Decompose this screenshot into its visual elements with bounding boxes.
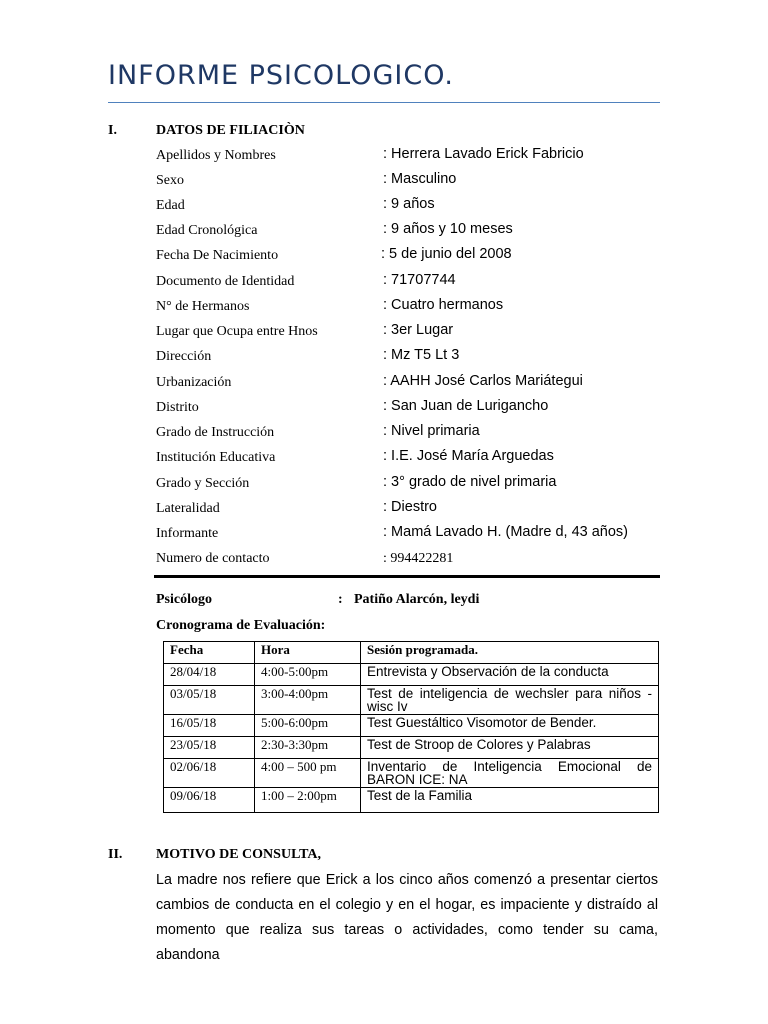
field-row: [156, 324, 676, 346]
field-value: : Herrera Lavado Erick Fabricio: [383, 146, 584, 162]
field-value: : Mz T5 Lt 3: [383, 347, 460, 363]
field-row: [156, 501, 676, 523]
field-value: : San Juan de Lurigancho: [383, 398, 549, 414]
table-row: [164, 737, 659, 759]
field-value: : 994422281: [383, 551, 454, 566]
field-label: Informante: [156, 526, 219, 541]
consultation-paragraph: La madre nos refiere que Erick a los cinco años comenzó a presentar ciertos cambios de conducta en el colegio y en el hogar, es impaciente y distraído al momento que realiza sus tareas o actividades, como tender su cama, abandona: [156, 872, 658, 963]
field-label: Distrito: [156, 400, 199, 415]
section-number: II.: [108, 847, 123, 862]
field-row: [156, 148, 676, 170]
field-label: N° de Hermanos: [156, 299, 250, 314]
section-divider: [154, 575, 660, 578]
section-heading: MOTIVO DE CONSULTA,: [156, 847, 322, 862]
field-label: Documento de Identidad: [156, 274, 295, 289]
date-cell: 03/05/18: [164, 686, 255, 715]
date-cell: 28/04/18: [164, 664, 255, 686]
field-label: Lugar que Ocupa entre Hnos: [156, 324, 318, 339]
column-header-session: Sesión programada.: [361, 642, 659, 664]
field-label: Institución Educativa: [156, 450, 276, 465]
time-cell: 2:30-3:30pm: [255, 737, 361, 759]
time-cell: 1:00 – 2:00pm: [255, 788, 361, 813]
title-underline: [108, 102, 660, 103]
date-cell: 23/05/18: [164, 737, 255, 759]
field-row: [156, 223, 676, 245]
field-row: [156, 375, 676, 397]
field-value: : Mamá Lavado H. (Madre d, 43 años): [383, 524, 629, 540]
field-row: [156, 299, 676, 321]
session-cell: Test de inteligencia de wechsler para niños - wisc Iv: [361, 686, 659, 715]
table-row: [164, 664, 659, 686]
field-row: [156, 274, 676, 296]
field-row: [156, 198, 676, 220]
field-value: : 9 años y 10 meses: [383, 221, 513, 237]
field-label: Fecha De Nacimiento: [156, 248, 279, 263]
field-value: : AAHH José Carlos Mariátegui: [383, 373, 583, 389]
field-value: : 71707744: [383, 272, 456, 288]
time-cell: 3:00-4:00pm: [255, 686, 361, 715]
field-value: : 3er Lugar: [383, 322, 454, 338]
session-cell: Inventario de Inteligencia Emocional de BARON ICE: NA: [361, 759, 659, 788]
psychologist-name: Patiño Alarcón, leydi: [354, 592, 480, 607]
date-cell: 02/06/18: [164, 759, 255, 788]
column-header-date: Fecha: [164, 642, 255, 664]
field-label: Apellidos y Nombres: [156, 148, 276, 163]
field-label: Numero de contacto: [156, 551, 270, 566]
field-value: : 3° grado de nivel primaria: [383, 474, 557, 490]
session-cell: Entrevista y Observación de la conducta: [361, 664, 659, 686]
field-value: : 9 años: [383, 196, 435, 212]
psychologist-label: Psicólogo: [156, 592, 212, 607]
field-row: [156, 349, 676, 371]
field-label: Urbanización: [156, 375, 232, 390]
psychologist-colon: :: [338, 592, 343, 607]
field-value: : Masculino: [383, 171, 457, 187]
field-label: Edad: [156, 198, 185, 213]
time-cell: 4:00 – 500 pm: [255, 759, 361, 788]
field-value: : Cuatro hermanos: [383, 297, 504, 313]
psychologist-line: [156, 592, 480, 608]
column-header-time: Hora: [255, 642, 361, 664]
field-label: Lateralidad: [156, 501, 220, 516]
field-label: Grado de Instrucción: [156, 425, 275, 440]
section-heading: DATOS DE FILIACIÒN: [156, 123, 305, 138]
report-title: INFORME PSICOLOGICO.: [108, 60, 454, 91]
field-value: : 5 de junio del 2008: [381, 246, 512, 262]
table-header-row: [164, 642, 659, 664]
field-value: : Nivel primaria: [383, 423, 480, 439]
table-row: [164, 686, 659, 715]
field-row: [156, 173, 676, 195]
table-row: [164, 788, 659, 813]
field-row: [156, 476, 676, 498]
date-cell: 16/05/18: [164, 715, 255, 737]
field-value: : Diestro: [383, 499, 437, 515]
schedule-heading: Cronograma de Evaluación:: [156, 618, 326, 633]
field-row: [156, 425, 676, 447]
session-cell: Test de la Familia: [361, 788, 659, 813]
table-row: [164, 759, 659, 788]
session-cell: Test Guestáltico Visomotor de Bender.: [361, 715, 659, 737]
section-number: I.: [108, 123, 117, 138]
time-cell: 4:00-5:00pm: [255, 664, 361, 686]
session-cell: Test de Stroop de Colores y Palabras: [361, 737, 659, 759]
field-value: : I.E. José María Arguedas: [383, 448, 554, 464]
evaluation-schedule-table: [163, 641, 659, 813]
field-row: [156, 450, 676, 472]
date-cell: 09/06/18: [164, 788, 255, 813]
time-cell: 5:00-6:00pm: [255, 715, 361, 737]
field-label: Dirección: [156, 349, 212, 364]
field-label: Edad Cronológica: [156, 223, 258, 238]
field-label: Grado y Sección: [156, 476, 250, 491]
field-row: [156, 551, 676, 573]
table-row: [164, 715, 659, 737]
field-row: [156, 248, 676, 270]
field-label: Sexo: [156, 173, 184, 188]
field-row: [156, 526, 676, 548]
field-row: [156, 400, 676, 422]
